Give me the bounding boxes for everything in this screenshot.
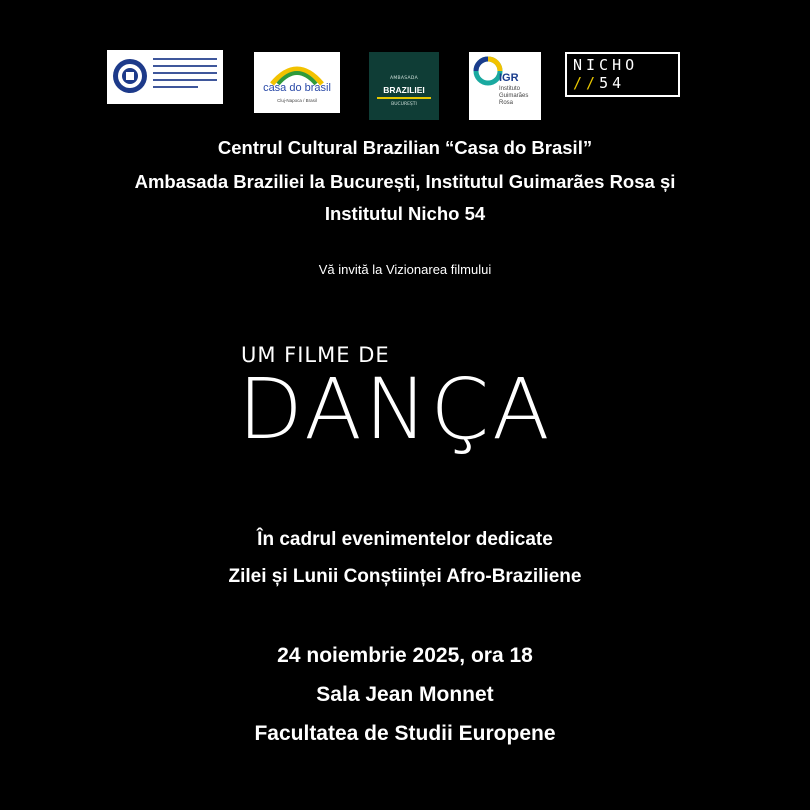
embassy-logo-top: AMBASADA — [389, 76, 418, 81]
event-datetime: 24 noiembrie 2025, ora 18 — [277, 644, 533, 667]
embassy-logo-mid: BRAZILIEI — [383, 85, 425, 95]
film-pretitle: UM FILME DE — [241, 343, 390, 367]
event-line-2: Zilei și Lunii Conștiinței Afro-Braziliene — [228, 566, 582, 587]
university-logo — [107, 50, 223, 104]
embassy-logo-bottom: BUCUREȘTI — [391, 102, 417, 107]
igr-logo-mark: IGR — [499, 72, 519, 84]
nicho-logo-line2 — [573, 74, 625, 92]
embassy-logo — [369, 52, 439, 120]
event-room: Sala Jean Monnet — [316, 683, 494, 706]
nicho-logo-line1: NICHO — [573, 56, 639, 74]
casa-logo-sub: Cluj-Napoca / Brasil — [277, 98, 317, 103]
nicho-54-logo — [565, 52, 680, 97]
university-seal-icon — [112, 58, 148, 94]
event-faculty: Facultatea de Studii Europene — [254, 722, 556, 745]
organizer-line-2: Ambasada Braziliei la București, Institutul Guimarães Rosa și — [134, 171, 676, 192]
invitation-text: Vă invită la Vizionarea filmului — [318, 262, 492, 277]
organizer-line-3: Institutul Nicho 54 — [324, 203, 486, 224]
igr-logo-sub: Instituto Guimarães Rosa — [499, 86, 529, 106]
embassy-logo-bar — [377, 97, 431, 99]
event-line-1: În cadrul evenimentelor dedicate — [257, 529, 553, 550]
university-text-lines — [153, 58, 217, 93]
nicho-logo-number: 54 — [599, 74, 626, 92]
igr-logo — [469, 52, 541, 120]
nicho-logo-slash: // — [573, 74, 600, 92]
film-title: DANÇA — [238, 360, 553, 458]
casa-logo-name: casa do brasil — [263, 82, 331, 94]
casa-do-brasil-logo — [254, 52, 340, 113]
organizer-line-1: Centrul Cultural Brazilian “Casa do Brasil” — [217, 137, 593, 158]
